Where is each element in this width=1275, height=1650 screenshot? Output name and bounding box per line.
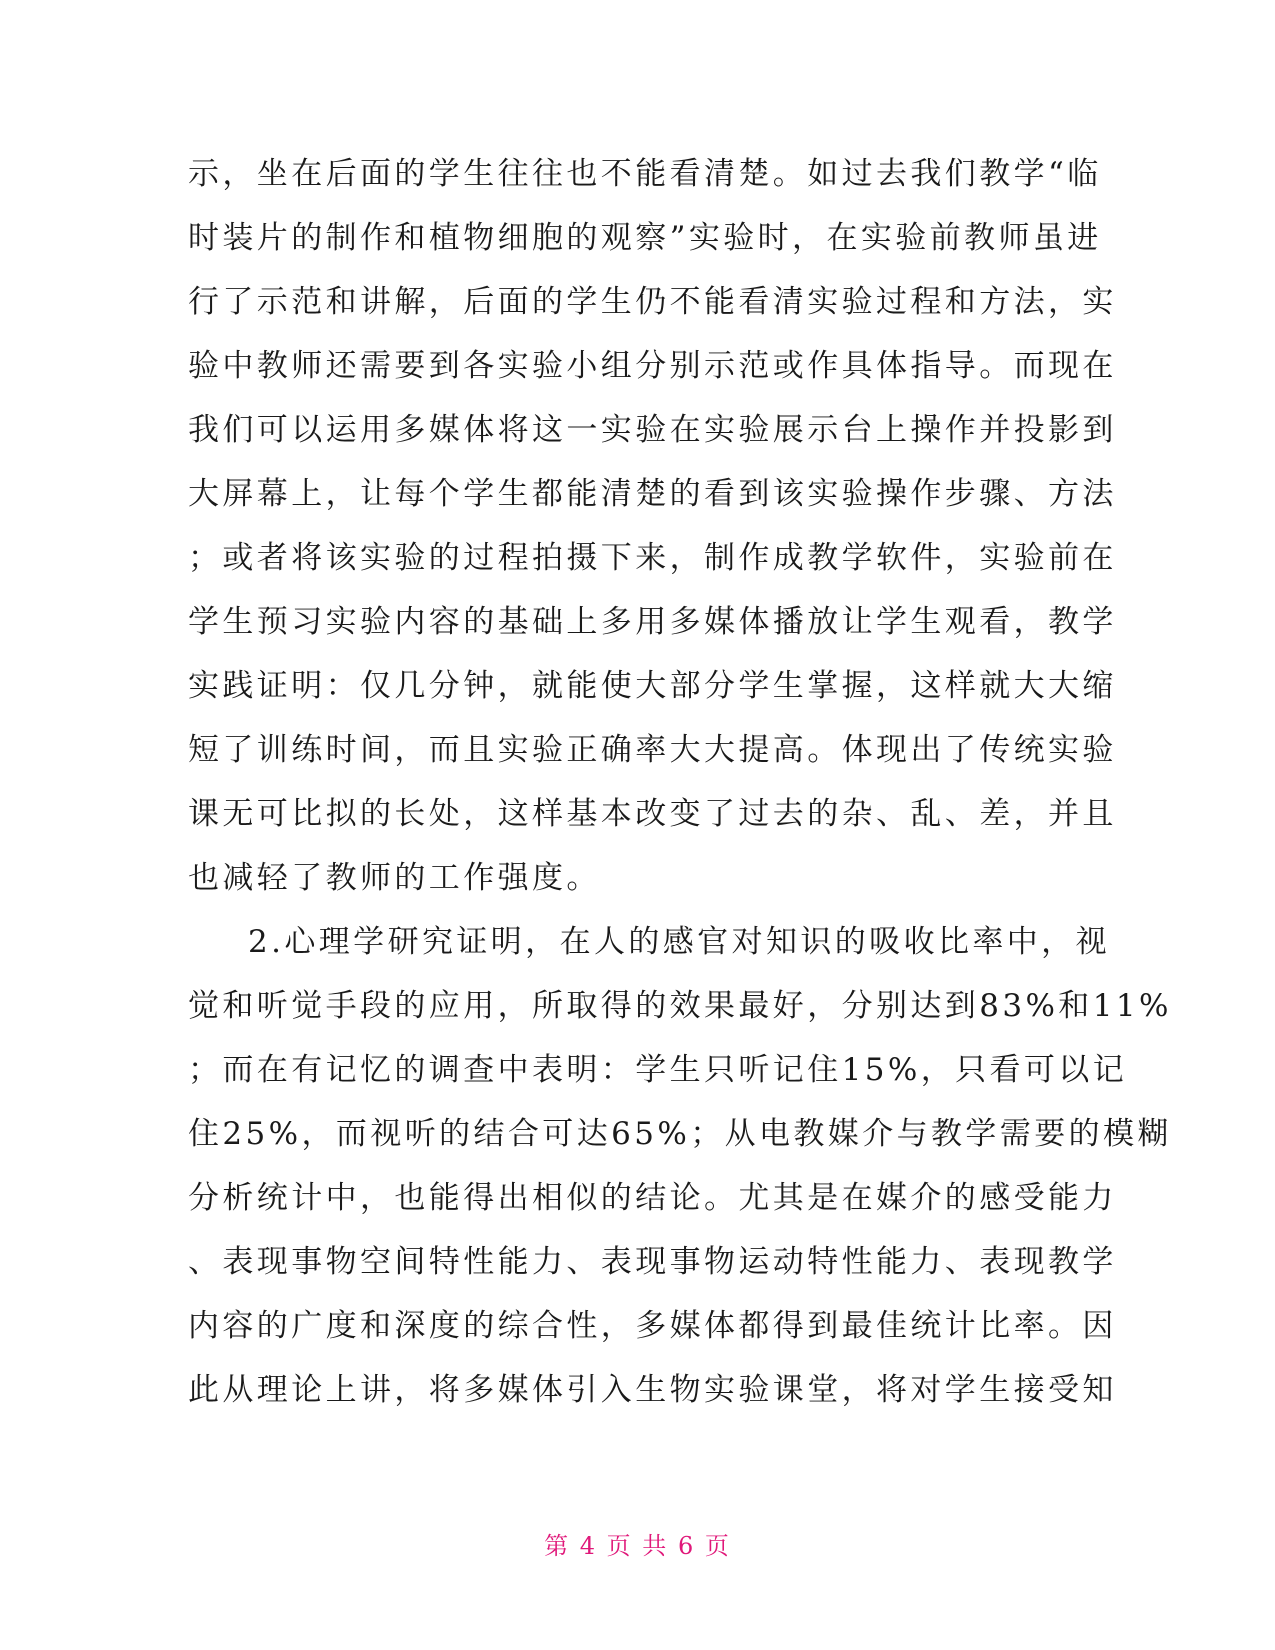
text-line: 实践证明：仅几分钟，就能使大部分学生掌握，这样就大大缩 xyxy=(188,668,1117,704)
page-footer xyxy=(0,1526,1275,1561)
text-line: ；或者将该实验的过程拍摄下来，制作成教学软件，实验前在 xyxy=(188,540,1117,576)
text-line: 行了示范和讲解，后面的学生仍不能看清实验过程和方法，实 xyxy=(188,284,1117,320)
text-line: 住25%，而视听的结合可达65%；从电教媒介与教学需要的模糊 xyxy=(188,1116,1172,1152)
page-number-label: 第 4 页 共 6 页 xyxy=(544,1532,731,1560)
text-line: 时装片的制作和植物细胞的观察”实验时，在实验前教师虽进 xyxy=(188,220,1102,256)
text-line: 觉和听觉手段的应用，所取得的效果最好，分别达到83%和11% xyxy=(188,988,1172,1024)
paragraph-2 xyxy=(188,910,1172,1422)
text-line: ；而在有记忆的调查中表明：学生只听记住15%，只看可以记 xyxy=(188,1052,1128,1088)
text-line: 内容的广度和深度的综合性，多媒体都得到最佳统计比率。因 xyxy=(188,1308,1117,1344)
paragraph-1 xyxy=(188,142,1117,910)
text-line: 此从理论上讲，将多媒体引入生物实验课堂，将对学生接受知 xyxy=(188,1372,1117,1408)
text-line: 大屏幕上，让每个学生都能清楚的看到该实验操作步骤、方法 xyxy=(188,476,1117,512)
body-text xyxy=(188,142,1172,1422)
text-line: 也减轻了教师的工作强度。 xyxy=(188,860,601,896)
text-line: 短了训练时间，而且实验正确率大大提高。体现出了传统实验 xyxy=(188,732,1117,768)
text-line: 分析统计中，也能得出相似的结论。尤其是在媒介的感受能力 xyxy=(188,1180,1117,1216)
text-line: 示，坐在后面的学生往往也不能看清楚。如过去我们教学“临 xyxy=(188,156,1102,192)
text-line: 课无可比拟的长处，这样基本改变了过去的杂、乱、差，并且 xyxy=(188,796,1117,832)
text-line: 验中教师还需要到各实验小组分别示范或作具体指导。而现在 xyxy=(188,348,1117,384)
text-line: 、表现事物空间特性能力、表现事物运动特性能力、表现教学 xyxy=(188,1244,1117,1280)
text-line: 学生预习实验内容的基础上多用多媒体播放让学生观看，教学 xyxy=(188,604,1117,640)
text-line: 我们可以运用多媒体将这一实验在实验展示台上操作并投影到 xyxy=(188,412,1117,448)
text-line: 2.心理学研究证明，在人的感官对知识的吸收比率中，视 xyxy=(248,924,1110,960)
